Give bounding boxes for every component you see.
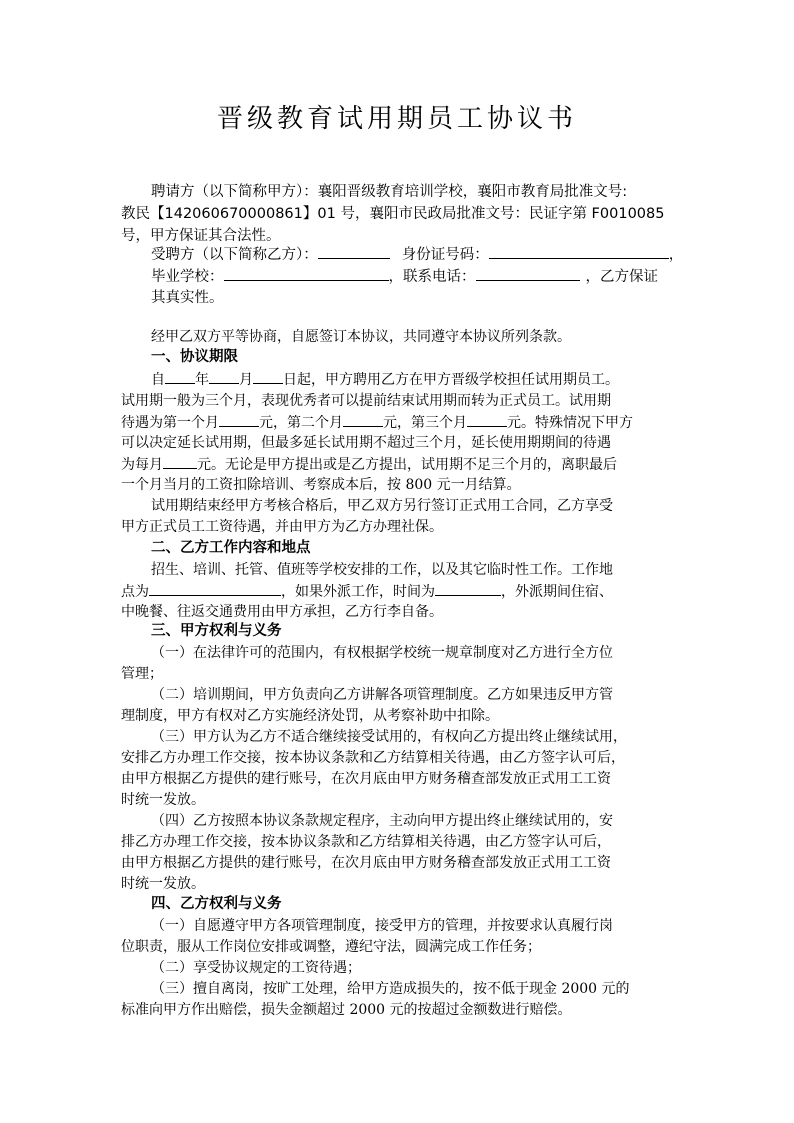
second-month-label: 元，第二个月 [259, 415, 343, 431]
month-label: 月 [239, 372, 253, 388]
section-2-line-2 [121, 581, 613, 602]
id-number-blank[interactable] [489, 244, 669, 259]
section-1-line-3 [121, 412, 633, 433]
school-blank[interactable] [224, 266, 389, 281]
party-b-name-blank[interactable] [318, 244, 390, 259]
section-4-item-1-line-2: 位职责，服从工作岗位安排或调整，遵纪守法，圆满完成工作任务； [121, 939, 541, 955]
start-month-blank[interactable] [209, 369, 239, 384]
special-case-clause: 元。特殊情况下甲方 [507, 415, 633, 431]
section-3-item-3-line-2: 安排乙方办理工作交接，按本协议条款和乙方结算相关待遇，由乙方签字认可后， [121, 750, 625, 766]
intro-paragraph: 经甲乙双方平等协商，自愿签订本协议，共同遵守本协议所列条款。 [151, 329, 571, 345]
section-2-heading: 二、乙方工作内容和地点 [151, 540, 311, 556]
section-3-item-1-line-2: 管理； [121, 666, 163, 682]
first-month-pay-blank[interactable] [219, 412, 259, 427]
section-3-item-2-line-2: 理制度，甲方有权对乙方实施经济处罚，从考察补助中扣除。 [121, 708, 499, 724]
extended-pay-blank[interactable] [163, 454, 197, 469]
id-number-label: 身份证号码： [401, 247, 489, 263]
start-clause: 日起，甲方聘用乙方在甲方晋级学校担任试用期员工。 [283, 372, 619, 388]
section-2-line-3: 中晚餐、往返交通费用由甲方承担，乙方行李自备。 [121, 604, 443, 620]
third-month-label: 元，第三个月 [383, 415, 467, 431]
section-4-heading: 四、乙方权利与义务 [151, 896, 282, 912]
section-3-heading: 三、甲方权利与义务 [151, 623, 282, 639]
section-3-item-3-line-3: 由甲方根据乙方提供的建行账号，在次月底由甲方财务稽查部发放正式用工工资 [121, 771, 611, 787]
section-1-line-8: 甲方正式员工工资待遇，并由甲方为乙方办理社保。 [121, 519, 443, 535]
phone-blank[interactable] [476, 266, 580, 281]
section-3-item-4-line-1: （四）乙方按照本协议条款规定程序，主动向甲方提出终止继续试用的，安 [151, 813, 613, 829]
section-3-item-4-line-4: 时统一发放。 [121, 876, 205, 892]
guarantee-tail: ，乙方保证 [585, 269, 658, 285]
party-a-line-3: 号，甲方保证其合法性。 [121, 228, 281, 244]
party-b-label: 受聘方（以下简称乙方）： [151, 247, 318, 263]
location-label: 点为 [121, 584, 149, 600]
year-label: 年 [195, 372, 209, 388]
work-location-blank[interactable] [149, 581, 281, 596]
section-4-item-3-line-1: （三）擅自离岗，按旷工处理，给甲方造成损失的，按不低于现金 2000 元的 [151, 981, 630, 997]
lodging-clause: ，外派期间住宿、 [501, 584, 613, 600]
section-4-item-2-line-1: （二）享受协议规定的工资待遇； [151, 960, 361, 976]
school-comma: ， [388, 269, 403, 285]
section-1-line-7: 试用期结束经甲方考核合格后，甲乙双方另行签订正式用工合同，乙方享受 [151, 498, 613, 514]
section-1-line-2: 试用期一般为三个月，表现优秀者可以提前结束试用期而转为正式员工。试用期 [121, 393, 611, 409]
section-1-line-6: 一个月当月的工资扣除培训、考察成本后，按 800 元一月结算。 [121, 477, 521, 493]
school-phone-line [151, 266, 658, 287]
section-3-item-4-line-3: 由甲方根据乙方提供的建行账号，在次月底由甲方财务稽查部发放正式用工工资 [121, 855, 611, 871]
from-label: 自 [151, 372, 165, 388]
phone-label: 联系电话： [403, 269, 476, 285]
section-3-item-3-line-1: （三）甲方认为乙方不适合继续接受试用的，有权向乙方提出终止继续试用， [151, 729, 627, 745]
party-b-line [151, 244, 683, 265]
third-month-pay-blank[interactable] [467, 412, 507, 427]
section-3-item-2-line-1: （二）培训期间，甲方负责向乙方讲解各项管理制度。乙方如果违反甲方管 [151, 687, 613, 703]
party-a-line-2: 教民【142060670000861】01 号，襄阳市民政局批准文号：民证字第 F0010085 [121, 206, 665, 222]
section-1-line-4: 可以决定延长试用期，但最多延长试用期不超过三个月，延长使用期期间的待遇 [121, 435, 611, 451]
monthly-label: 为每月 [121, 457, 163, 473]
section-3-item-1-line-1: （一）在法律许可的范围内，有权根据学校统一规章制度对乙方进行全方位 [151, 645, 613, 661]
first-month-label: 待遇为第一个月 [121, 415, 219, 431]
authenticity-line: 其真实性。 [151, 290, 224, 306]
second-month-pay-blank[interactable] [343, 412, 383, 427]
section-4-item-1-line-1: （一）自愿遵守甲方各项管理制度，接受甲方的管理，并按要求认真履行岗 [151, 918, 613, 934]
section-1-heading: 一、协议期限 [151, 349, 238, 365]
settlement-clause: 元。无论是甲方提出或是乙方提出，试用期不足三个月的，离职最后 [197, 457, 617, 473]
dispatch-label: ，如果外派工作，时间为 [281, 584, 435, 600]
document-title: 晋级教育试用期员工协议书 [216, 104, 577, 134]
section-4-item-3-line-2: 标准向甲方作出赔偿，损失金额超过 2000 元的按超过金额数进行赔偿。 [121, 1002, 572, 1018]
id-comma: ， [668, 247, 684, 263]
section-3-item-4-line-2: 排乙方办理工作交接，按本协议条款和乙方结算相关待遇，由乙方签字认可后， [121, 834, 611, 850]
start-year-blank[interactable] [165, 369, 195, 384]
section-3-item-3-line-4: 时统一发放。 [121, 792, 205, 808]
start-day-blank[interactable] [253, 369, 283, 384]
dispatch-time-blank[interactable] [435, 581, 501, 596]
party-a-line-1: 聘请方（以下简称甲方）：襄阳晋级教育培训学校，襄阳市教育局批准文号: [151, 184, 628, 200]
section-1-line-5 [121, 454, 617, 475]
section-2-line-1: 招生、培训、托管、值班等学校安排的工作，以及其它临时性工作。工作地 [151, 562, 613, 578]
school-label: 毕业学校： [151, 269, 224, 285]
section-1-line-1 [151, 369, 619, 390]
